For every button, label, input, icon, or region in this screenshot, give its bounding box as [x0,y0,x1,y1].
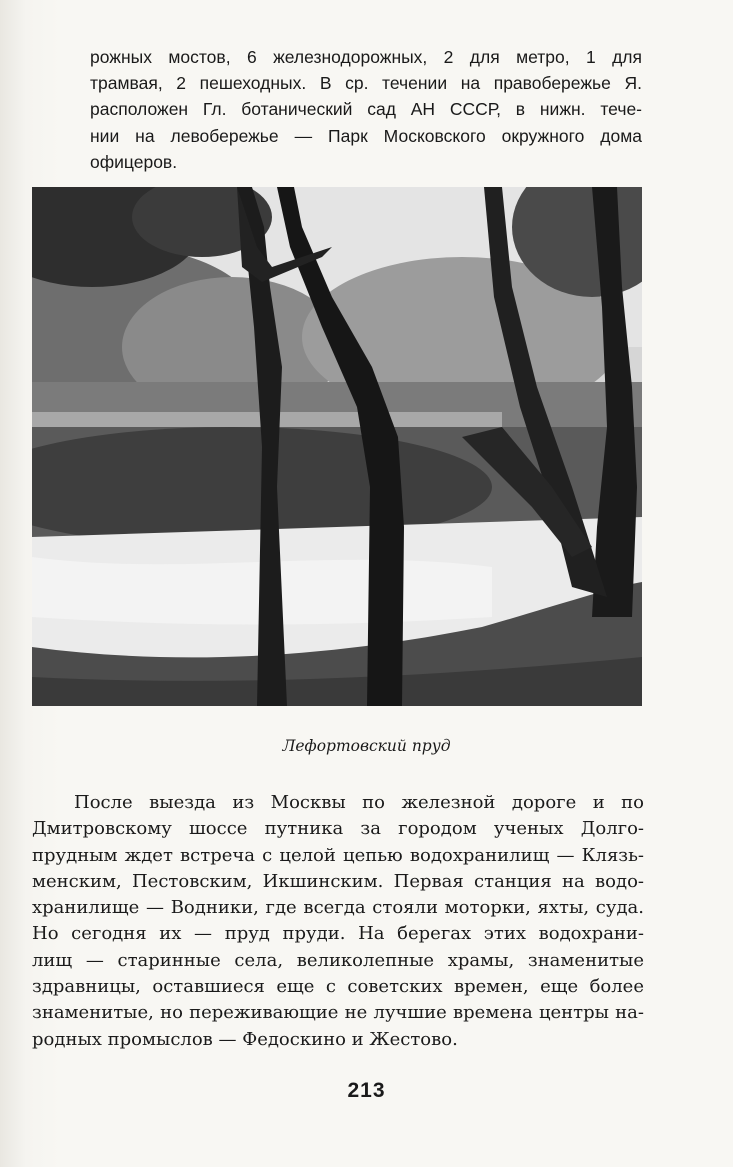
text-line: лищ — старинные села, великолепные храмы, знаменитые [32,949,644,971]
text-line: знаменитые, но переживающие не лучшие времена центры на- [32,1002,644,1024]
text-line: прудным ждет встреча с целой цепью водохранилищ — Клязь- [32,844,644,866]
text-line: нии на левобережье — Парк Московского окружного дома [90,125,642,146]
text-line: здравницы, оставшиеся еще с советских времен, еще более [32,976,644,998]
text-line: родных промыслов — Федоскино и Жестово. [32,1028,458,1050]
text-line: расположен Гл. ботанический сад АН СССР, в нижн. тече- [90,99,642,120]
text-line: хранилище — Водники, где всегда стояли моторки, яхты, суда. [32,897,644,919]
text-line: Дмитровскому шоссе путника за городом ученых Долго- [32,818,644,840]
page-number: 213 [347,1079,386,1102]
text-line: офицеров. [90,151,178,172]
text-line: рожных мостов, 6 железнодорожных, 2 для метро, 1 для [90,47,642,67]
text-line: менским, Пестовским, Икшинским. Первая станция на водо- [32,870,644,892]
text-line: Но сегодня их — пруд пруди. На берегах этих водохрани- [32,923,644,945]
main-paragraph [32,790,644,1053]
top-paragraph [90,44,642,175]
text-line: трамвая, 2 пешеходных. В ср. течении на правобережье Я. [90,73,642,94]
pond-photo [32,187,642,706]
text-line: После выезда из Москвы по железной дороге и по [74,792,644,813]
photo-caption: Лефортовский пруд [282,737,451,755]
